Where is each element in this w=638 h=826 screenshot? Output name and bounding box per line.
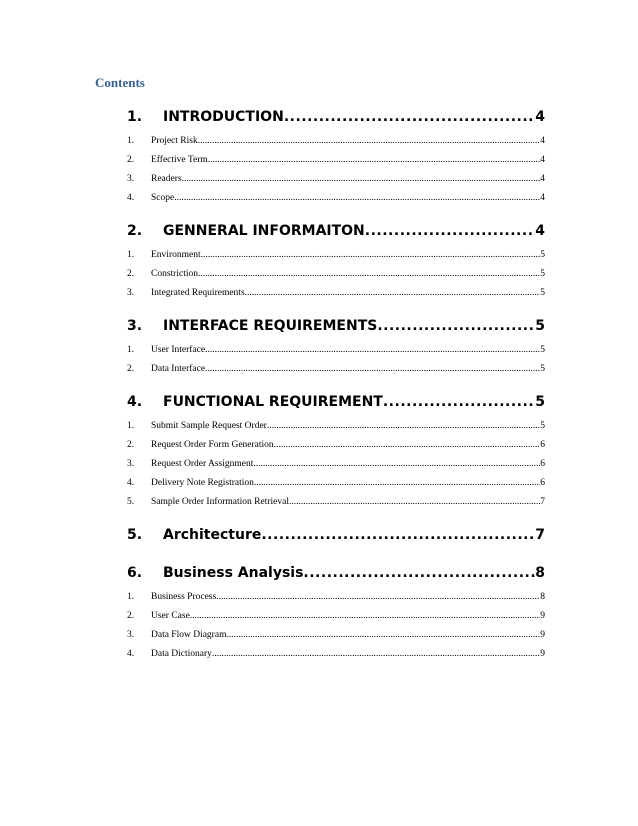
toc-subsection-number: 3. — [127, 288, 135, 298]
toc-subsection-number: 3. — [127, 630, 135, 640]
toc-section-title: INTERFACE REQUIREMENTS — [163, 318, 378, 334]
toc-section-number: 5. — [127, 527, 143, 543]
toc-dot-leader — [198, 132, 541, 151]
toc-subsection-page: 4 — [540, 174, 545, 184]
toc-dot-leader — [201, 246, 541, 265]
toc-subsection-number: 3. — [127, 459, 135, 469]
toc-subsection-title: Request Order Assignment — [151, 459, 254, 469]
toc-section — [127, 311, 545, 387]
toc-subsection-page: 4 — [540, 155, 545, 165]
toc-dot-leader — [365, 216, 535, 246]
toc-dot-leader — [174, 189, 540, 208]
toc-section — [127, 387, 545, 520]
toc-dot-leader — [254, 474, 540, 493]
toc-dot-leader — [205, 341, 540, 360]
toc-subsection-page: 9 — [540, 630, 545, 640]
toc-subsection-page: 4 — [540, 136, 545, 146]
toc-dot-leader — [274, 436, 541, 455]
toc-subsection-entry[interactable] — [127, 189, 545, 208]
toc-spacer — [127, 303, 545, 311]
toc-section-number: 1. — [127, 109, 143, 125]
toc-subsection-entry[interactable] — [127, 265, 545, 284]
toc-subsection-title: Constriction — [151, 269, 198, 279]
toc-subsection-entry[interactable] — [127, 588, 545, 607]
toc-subsection-entry[interactable] — [127, 626, 545, 645]
toc-dot-leader — [198, 265, 540, 284]
toc-subsection-number: 5. — [127, 497, 135, 507]
toc-section — [127, 558, 545, 672]
toc-dot-leader — [253, 455, 540, 474]
toc-subsection-entry[interactable] — [127, 246, 545, 265]
toc-spacer — [127, 379, 545, 387]
toc-section-title: INTRODUCTION — [163, 109, 284, 125]
toc-subsection-number: 4. — [127, 193, 135, 203]
toc-subsection-entry[interactable] — [127, 436, 545, 455]
toc-subsection-number: 1. — [127, 421, 135, 431]
toc-dot-leader — [182, 170, 541, 189]
toc-subsection-page: 9 — [540, 611, 545, 621]
toc-section-number: 2. — [127, 223, 143, 239]
toc-section-page: 5 — [535, 394, 545, 410]
toc-subsection-title: Environment — [151, 250, 201, 260]
toc-section-page: 4 — [535, 223, 545, 239]
toc-subsection-entry[interactable] — [127, 360, 545, 379]
toc-subsection-title: User Case — [151, 611, 190, 621]
toc-dot-leader — [216, 588, 540, 607]
toc-subsection-number: 2. — [127, 611, 135, 621]
toc-section-number: 3. — [127, 318, 143, 334]
toc-subsection-number: 2. — [127, 364, 135, 374]
toc-dot-leader — [261, 520, 535, 550]
toc-subsection-number: 4. — [127, 478, 135, 488]
toc-subsection-title: Sample Order Information Retrieval — [151, 497, 289, 507]
toc-subsection-number: 2. — [127, 440, 135, 450]
toc-subsection-page: 9 — [540, 649, 545, 659]
toc-subsection-number: 1. — [127, 136, 135, 146]
toc-spacer — [127, 550, 545, 558]
toc-subsection-title: Business Process — [151, 592, 217, 602]
toc-subsection-number: 3. — [127, 174, 135, 184]
toc-subsection-number: 1. — [127, 592, 135, 602]
toc-dot-leader — [226, 626, 540, 645]
toc-section-title: Business Analysis — [163, 565, 304, 581]
toc-subsection-title: Submit Sample Request Order — [151, 421, 267, 431]
toc-subsection-title: Integrated Requirements — [151, 288, 245, 298]
toc-section — [127, 216, 545, 311]
toc-subsection-page: 5 — [540, 269, 545, 279]
toc-section-entry[interactable] — [127, 387, 545, 417]
toc-dot-leader — [284, 102, 535, 132]
toc-dot-leader — [377, 311, 535, 341]
toc-subsection-entry[interactable] — [127, 284, 545, 303]
toc-section — [127, 102, 545, 216]
toc-subsection-page: 5 — [540, 288, 545, 298]
toc-subsection-title: Data Dictionary — [151, 649, 212, 659]
toc-subsection-entry[interactable] — [127, 474, 545, 493]
toc-subsection-title: Effective Term — [151, 155, 208, 165]
toc-spacer — [127, 512, 545, 520]
toc-section-title: GENNERAL INFORMAITON — [163, 223, 365, 239]
toc-section-entry[interactable] — [127, 311, 545, 341]
toc-subsection-entry[interactable] — [127, 132, 545, 151]
toc-subsection-entry[interactable] — [127, 170, 545, 189]
toc-subsection-entry[interactable] — [127, 493, 545, 512]
toc-section-page: 4 — [535, 109, 545, 125]
toc-subsection-title: Scope — [151, 193, 175, 203]
toc-section-page: 5 — [535, 318, 545, 334]
toc-subsection-entry[interactable] — [127, 151, 545, 170]
toc-subsection-number: 4. — [127, 649, 135, 659]
toc-section-page: 8 — [535, 565, 545, 581]
toc-spacer — [127, 664, 545, 672]
toc-subsection-entry[interactable] — [127, 455, 545, 474]
toc-dot-leader — [190, 607, 540, 626]
toc-dot-leader — [212, 645, 540, 664]
toc-dot-leader — [267, 417, 540, 436]
toc-heading: Contents — [95, 75, 145, 90]
toc-section-entry[interactable] — [127, 558, 545, 588]
toc-section — [127, 520, 545, 558]
toc-subsection-number: 1. — [127, 345, 135, 355]
toc-subsection-title: Data Flow Diagram — [151, 630, 227, 640]
toc-subsection-number: 1. — [127, 250, 135, 260]
table-of-contents — [127, 102, 545, 672]
toc-section-entry[interactable] — [127, 520, 545, 550]
toc-dot-leader — [205, 360, 540, 379]
toc-section-page: 7 — [535, 527, 545, 543]
toc-section-title: FUNCTIONAL REQUIREMENT — [163, 394, 383, 410]
toc-subsection-entry[interactable] — [127, 341, 545, 360]
toc-subsection-entry[interactable] — [127, 607, 545, 626]
toc-section-number: 6. — [127, 565, 143, 581]
toc-subsection-page: 5 — [540, 364, 545, 374]
toc-subsection-page: 4 — [540, 193, 545, 203]
toc-subsection-page: 6 — [540, 478, 545, 488]
toc-subsection-title: Delivery Note Registration — [151, 478, 254, 488]
toc-subsection-number: 2. — [127, 269, 135, 279]
toc-dot-leader — [289, 493, 540, 512]
toc-spacer — [127, 208, 545, 216]
toc-dot-leader — [245, 284, 541, 303]
toc-section-title: Architecture — [163, 527, 262, 543]
toc-subsection-page: 6 — [540, 440, 545, 450]
toc-subsection-title: Request Order Form Generation — [151, 440, 274, 450]
toc-subsection-title: Data Interface — [151, 364, 206, 374]
toc-subsection-entry[interactable] — [127, 417, 545, 436]
toc-subsection-page: 5 — [540, 250, 545, 260]
toc-subsection-entry[interactable] — [127, 645, 545, 664]
toc-subsection-number: 2. — [127, 155, 135, 165]
toc-dot-leader — [383, 387, 535, 417]
toc-dot-leader — [208, 151, 541, 170]
toc-subsection-page: 6 — [540, 459, 545, 469]
toc-subsection-page: 7 — [540, 497, 545, 507]
toc-section-number: 4. — [127, 394, 143, 410]
toc-section-entry[interactable] — [127, 102, 545, 132]
toc-subsection-title: Project Risk — [151, 136, 198, 146]
toc-subsection-title: User Interface — [151, 345, 206, 355]
toc-subsection-page: 8 — [540, 592, 545, 602]
toc-subsection-page: 5 — [540, 421, 545, 431]
toc-subsection-title: Readers — [151, 174, 182, 184]
toc-section-entry[interactable] — [127, 216, 545, 246]
toc-dot-leader — [303, 558, 535, 588]
toc-subsection-page: 5 — [540, 345, 545, 355]
